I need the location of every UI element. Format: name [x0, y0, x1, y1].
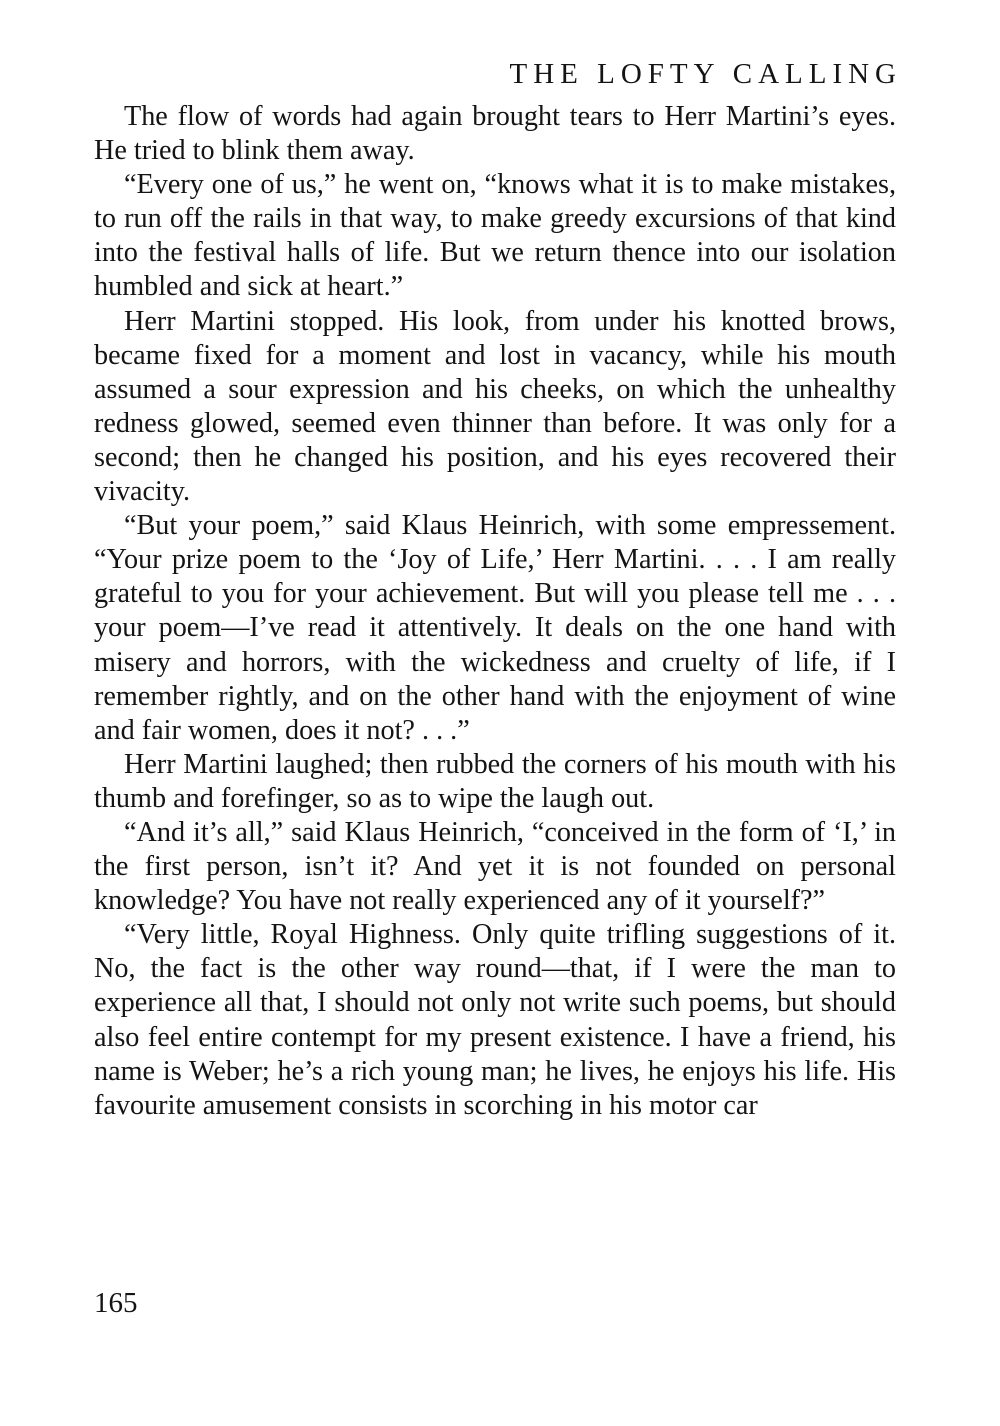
running-head: THE LOFTY CALLING	[509, 58, 902, 90]
paragraph: Herr Martini laughed; then rubbed the corners of his mouth with his thumb and forefinger, so as to wipe the laugh out.	[94, 748, 896, 814]
paragraph: The flow of words had again brought tears to Herr Martini’s eyes. He tried to blink them away.	[94, 101, 896, 167]
body-text	[94, 100, 896, 1123]
page-number: 165	[94, 1287, 138, 1319]
paragraph: “Very little, Royal Highness. Only quite trifling suggestions of it. No, the fact is the other way round—that, if I were the man to experience all that, I should not only not write such poems, but should also feel entire contempt for my present existence. I have a friend, his name is Weber; he’s a rich young man; he lives, he enjoys his life. His favourite amusement consists in scorching in his motor car	[94, 919, 896, 1121]
paragraph: Herr Martini stopped. His look, from under his knotted brows, became fixed for a moment and lost in vacancy, while his mouth assumed a sour expression and his cheeks, on which the unhealthy redness glowed, seemed even thinner than before. It was only for a second; then he changed his position, and his eyes recovered their vivacity.	[94, 305, 896, 508]
paragraph: “But your poem,” said Klaus Heinrich, with some empressement. “Your prize poem to the ‘Joy of Life,’ Herr Martini. . . . I am really grateful to you for your achievement. But will you please tell me . . . your poem—I’ve read it attentively. It deals on the one hand with misery and horrors, with the wickedness and cruelty of life, if I remember rightly, and on the other hand with the enjoyment of wine and fair women, does it not? . . .”	[94, 510, 896, 746]
paragraph: “Every one of us,” he went on, “knows what it is to make mistakes, to run off the rails in that way, to make greedy excursions of that kind into the festival halls of life. But we return thence into our isolation humbled and sick at heart.”	[94, 169, 896, 303]
book-page	[94, 52, 902, 1123]
paragraph: “And it’s all,” said Klaus Heinrich, “conceived in the form of ‘I,’ in the first person, isn’t it? And yet it is not founded on personal knowledge? You have not really experienced any of it yourself?”	[94, 816, 896, 917]
